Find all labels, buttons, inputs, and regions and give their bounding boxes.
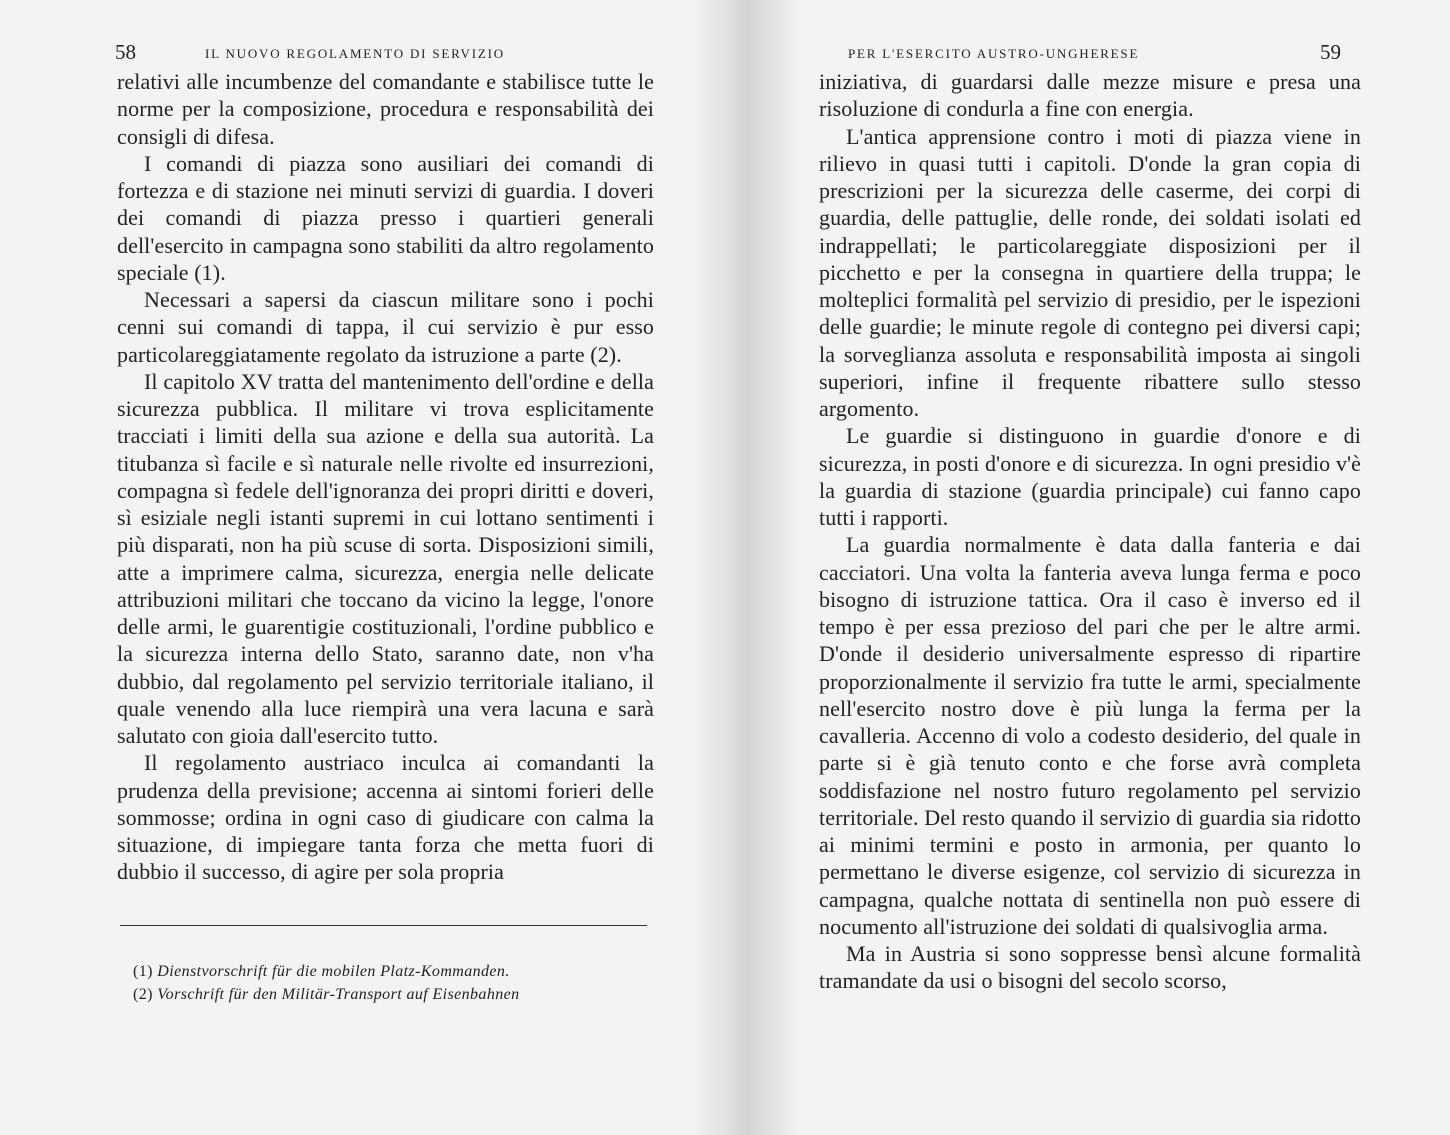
right-page xyxy=(735,0,1450,1135)
page-body xyxy=(819,68,1361,995)
footnote xyxy=(133,983,653,1006)
page-body xyxy=(117,68,654,886)
running-title: IL NUOVO REGOLAMENTO DI SERVIZIO xyxy=(205,46,505,61)
paragraph: Il regolamento austriaco inculca ai comandanti la prudenza della previsione; accenna ai sintomi forieri delle sommosse; ordina in ogni caso di giudicare con calma la situazione, di impiegare tanta forza che metta fuori di dubbio il successo, di agire per sola propria xyxy=(117,750,654,885)
paragraph: Necessari a sapersi da ciascun militare sono i pochi cenni sui comandi di tappa, il cui servizio è pur esso particolareggiatamente regolato da istruzione a parte (2). xyxy=(117,287,654,367)
paragraph: Il capitolo XV tratta del mantenimento dell'ordine e della sicurezza pubblica. Il militare vi trova esplicitamente tracciati i limiti della sua azione e della sua autorità. La titubanza sì facile e sì naturale nelle rivolte ed insurrezioni, compagna sì fedele dell'ignoranza dei propri diritti e doveri, sì esiziale negli istanti supremi in cui lottano sentimenti i più disparati, non ha più scuse di sorta. Disposizioni simili, atte a imprimere calma, sicurezza, energia nelle delicate attribuzioni militari che toccano da vicino la legge, l'onore delle armi, le guarentigie costituzionali, l'ordine pubblico e la sicurezza interna dello Stato, saranno date, non v'ha dubbio, dal regolamento pel servizio territoriale italiano, il quale venendo alla luce riempirà una vera lacuna e sarà salutato con gioia dall'esercito tutto. xyxy=(117,368,654,748)
footnote-marker: (2) xyxy=(133,986,153,1003)
footnote-text: Vorschrift für den Militär-Transport auf Eisenbahnen xyxy=(157,986,520,1003)
left-page xyxy=(0,0,700,1135)
paragraph: L'antica apprensione contro i moti di piazza viene in rilievo in quasi tutti i capitoli. D'onde la gran copia di prescrizioni per la sicurezza delle caserme, dei corpi di guardia, delle pattuglie, delle ronde, dei soldati isolati ed indrappellati; le particolareggiate disposizioni per il picchetto e per la consegna in quartiere della truppa; le molteplici formalità pel servizio di presidio, per le ispezioni delle guardie; le minute regole di contegno pei diversi capi; la sorveglianza assoluta e responsabilità imposta ai singoli superiori, infine il frequente ribattere sullo stesso argomento. xyxy=(819,123,1361,421)
paragraph: I comandi di piazza sono ausiliari dei comandi di fortezza e di stazione nei minuti servizi di guardia. I doveri dei comandi di piazza presso i quartieri generali dell'esercito in campagna sono stabiliti da altro regolamento speciale (1). xyxy=(117,150,654,285)
paragraph: relativi alle incumbenze del comandante e stabilisce tutte le norme per la composizione, procedura e responsabilità dei consigli di difesa. xyxy=(117,69,654,149)
running-title: PER L'ESERCITO AUSTRO-UNGHERESE xyxy=(848,46,1140,61)
paragraph: Ma in Austria si sono soppresse bensì alcune formalità tramandate da usi o bisogni del secolo scorso, xyxy=(819,941,1361,994)
footnote-rule xyxy=(120,925,647,926)
footnote xyxy=(133,960,653,983)
page-number: 59 xyxy=(1320,40,1341,64)
running-head xyxy=(0,40,700,66)
paragraph: La guardia normalmente è data dalla fanteria e dai cacciatori. Una volta la fanteria aveva lunga ferma e poco bisogno di istruzione tattica. Ora il caso è inverso ed il tempo è per essa prezioso del pari che per le altre armi. D'onde il desiderio universalmente espresso di ripartire proporzionalmente il servizio fra tutte le armi, specialmente nell'esercito nostro dove è più lunga la ferma per la cavalleria. Accenno di volo a codesto desiderio, del quale in parte si è già tenuto conto e che forse avrà completa soddisfazione nel nostro futuro regolamento pel servizio territoriale. Del resto quando il servizio di guardia sia ridotto ai minimi termini e posto in armonia, per quanto lo permettano le diverse esigenze, col servizio di sicurezza in campagna, qualche nottata di sentinella non può essere di nocumento all'istruzione dei soldati di qualsivoglia arma. xyxy=(819,532,1361,939)
footnotes xyxy=(133,960,653,1006)
running-head xyxy=(735,40,1450,66)
paragraph: Le guardie si distinguono in guardie d'onore e di sicurezza, in posti d'onore e di sicurezza. In ogni presidio v'è la guardia di stazione (guardia principale) cui fanno capo tutti i rapporti. xyxy=(819,423,1361,530)
footnote-text: Dienstvorschrift für die mobilen Platz-Kommanden. xyxy=(157,963,510,980)
footnote-marker: (1) xyxy=(133,963,153,980)
page-number: 58 xyxy=(115,40,136,64)
paragraph: iniziativa, di guardarsi dalle mezze misure e presa una risoluzione di condurla a fine con energia. xyxy=(819,69,1361,122)
